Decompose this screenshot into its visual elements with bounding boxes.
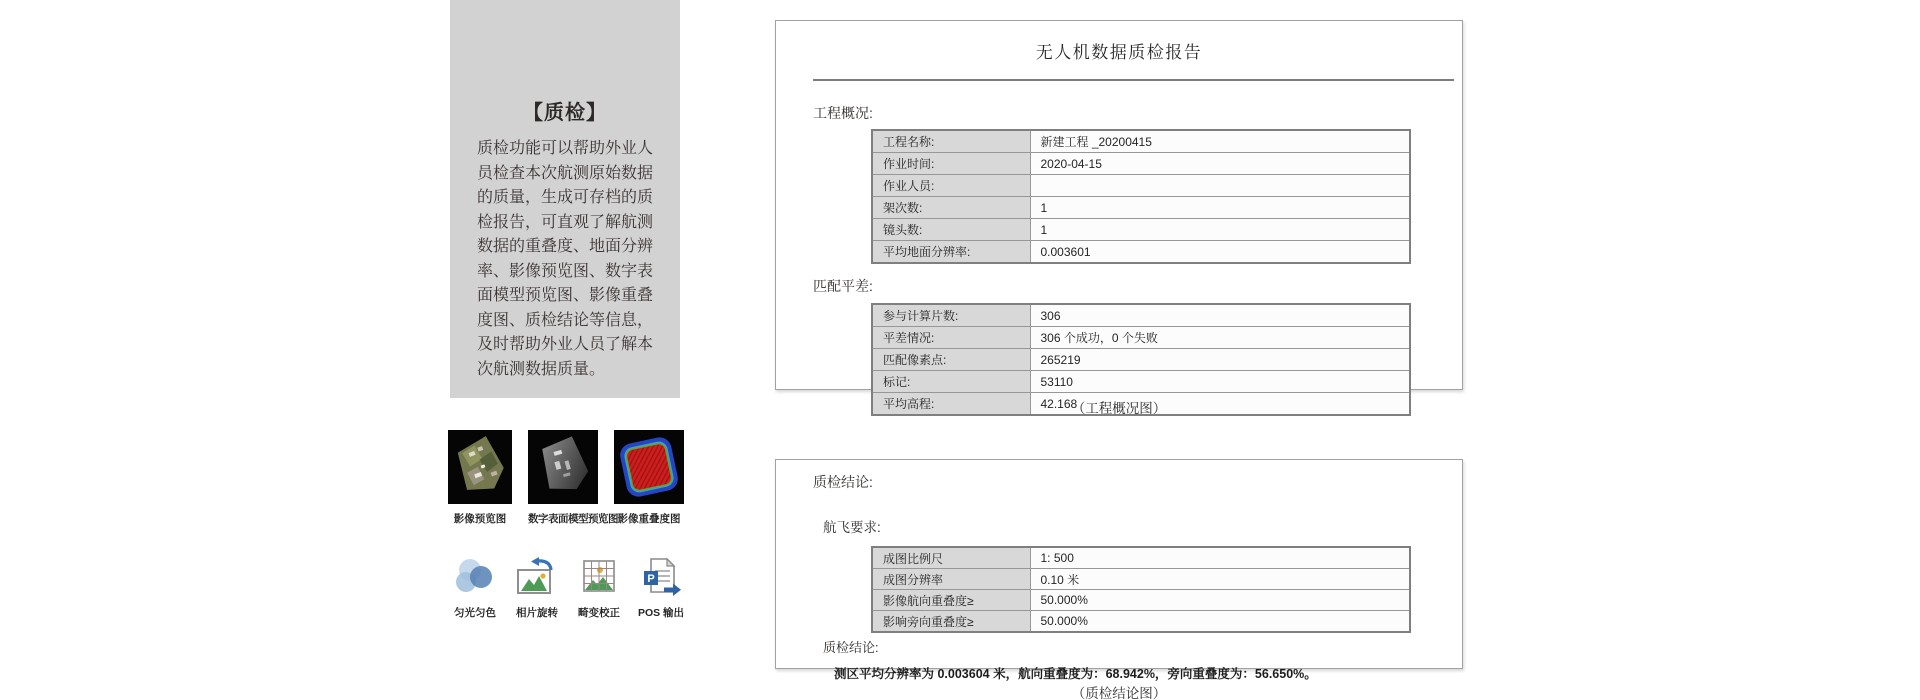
feature-icons (446, 556, 690, 620)
conclusion-text: 测区平均分辨率为 0.003604 米，航向重叠度为：68.942%，旁向重叠度为：56.650%。 (834, 667, 1317, 681)
row-value: 42.168 (1030, 393, 1410, 416)
table-row (872, 547, 1410, 569)
photo-rotate-icon (514, 557, 560, 597)
table-row (872, 219, 1410, 241)
thumbnail-image-preview (448, 430, 512, 526)
qc-conclusion-report (775, 459, 1463, 681)
title-divider (813, 79, 1454, 81)
row-label: 镜头数: (872, 219, 1030, 241)
table-row (872, 590, 1410, 611)
feature-label: 相片旋转 (516, 607, 558, 619)
section-match-adjustment: 匹配平差: (813, 278, 873, 294)
row-value: 50.000% (1030, 590, 1410, 611)
conclusion-report-caption: （质检结论图） (1071, 686, 1167, 700)
table-row (872, 304, 1410, 327)
table-row (872, 611, 1410, 633)
row-value: 1 (1030, 197, 1410, 219)
row-value: 1 (1030, 219, 1410, 241)
row-label: 作业人员: (872, 175, 1030, 197)
table-row (872, 153, 1410, 175)
row-value: 306 (1030, 304, 1410, 327)
thumbnail-label: 影像预览图 (453, 513, 507, 525)
row-label: 架次数: (872, 197, 1030, 219)
overview-report-caption: （工程概况图） (1071, 401, 1167, 416)
report-title: 无人机数据质检报告 (1035, 43, 1203, 62)
row-label: 影像航向重叠度≥ (872, 590, 1030, 611)
row-label: 参与计算片数: (872, 304, 1030, 327)
thumbnail-dsm-preview (528, 430, 618, 526)
feature-description-panel (450, 0, 680, 398)
row-value: 0.003601 (1030, 241, 1410, 264)
dsm-thumbnail (528, 430, 598, 504)
feature-description: 质检功能可以帮助外业人员检查本次航测原始数据的质量，生成可存档的质检报告，可直观了解航测数据的重叠度、地面分辨率、影像预览图、数字表面模型预览图、影像重叠度图、质检结论等信息，及时帮助外业人员了解本次航测数据质量。 (477, 140, 654, 378)
section-qc-conclusion: 质检结论: (813, 474, 873, 490)
feature-label: 匀光匀色 (454, 607, 496, 619)
row-label: 标记: (872, 371, 1030, 393)
thumbnail-label: 影像重叠度图 (617, 513, 681, 525)
thumbnail-label: 数字表面模型预览图 (528, 513, 618, 525)
table-row (872, 130, 1410, 153)
row-value: 306 个成功，0 个失败 (1030, 327, 1410, 349)
dodging-color-balance-icon (453, 557, 497, 597)
row-value: 0.10 米 (1030, 569, 1410, 590)
svg-text:P: P (647, 573, 655, 585)
row-label: 作业时间: (872, 153, 1030, 175)
table-row (872, 349, 1410, 371)
feature-title: 【质检】 (523, 102, 607, 124)
table-row (872, 371, 1410, 393)
feature-color-balance (446, 556, 504, 620)
row-label: 平差情况: (872, 327, 1030, 349)
table-row (872, 241, 1410, 264)
subsection-flight-requirements: 航飞要求: (823, 520, 881, 535)
table-row (872, 197, 1410, 219)
row-value: 265219 (1030, 349, 1410, 371)
row-value: 2020-04-15 (1030, 153, 1410, 175)
row-label: 影响旁向重叠度≥ (872, 611, 1030, 633)
table-row (872, 175, 1410, 197)
feature-label: 畸变校正 (578, 607, 620, 619)
project-overview-table (871, 129, 1411, 264)
preview-thumbnails (448, 430, 684, 526)
row-value (1030, 175, 1410, 197)
section-project-overview: 工程概况: (813, 105, 873, 121)
table-row (872, 327, 1410, 349)
conclusion-label: 质检结论: (823, 640, 879, 655)
aerial-photo-thumbnail (448, 430, 512, 504)
overlap-heatmap-thumbnail (614, 430, 684, 504)
feature-distortion-correction (570, 556, 628, 620)
feature-pos-export (632, 556, 690, 620)
row-value: 53110 (1030, 371, 1410, 393)
feature-label: POS 输出 (637, 607, 685, 619)
table-row (872, 569, 1410, 590)
report-preview-area (775, 20, 1463, 700)
row-value: 50.000% (1030, 611, 1410, 633)
row-label: 平均地面分辨率: (872, 241, 1030, 264)
row-value: 新建工程 _20200415 (1030, 130, 1410, 153)
row-label: 成图比例尺 (872, 547, 1030, 569)
feature-photo-rotate (508, 556, 566, 620)
row-label: 工程名称: (872, 130, 1030, 153)
thumbnail-overlap-map (614, 430, 684, 526)
row-label: 成图分辨率 (872, 569, 1030, 590)
row-value: 1: 500 (1030, 547, 1410, 569)
row-label: 匹配像素点: (872, 349, 1030, 371)
distortion-correction-icon (579, 557, 619, 597)
flight-requirements-table (871, 546, 1411, 633)
row-label: 平均高程: (872, 393, 1030, 416)
pos-export-icon (640, 556, 682, 598)
